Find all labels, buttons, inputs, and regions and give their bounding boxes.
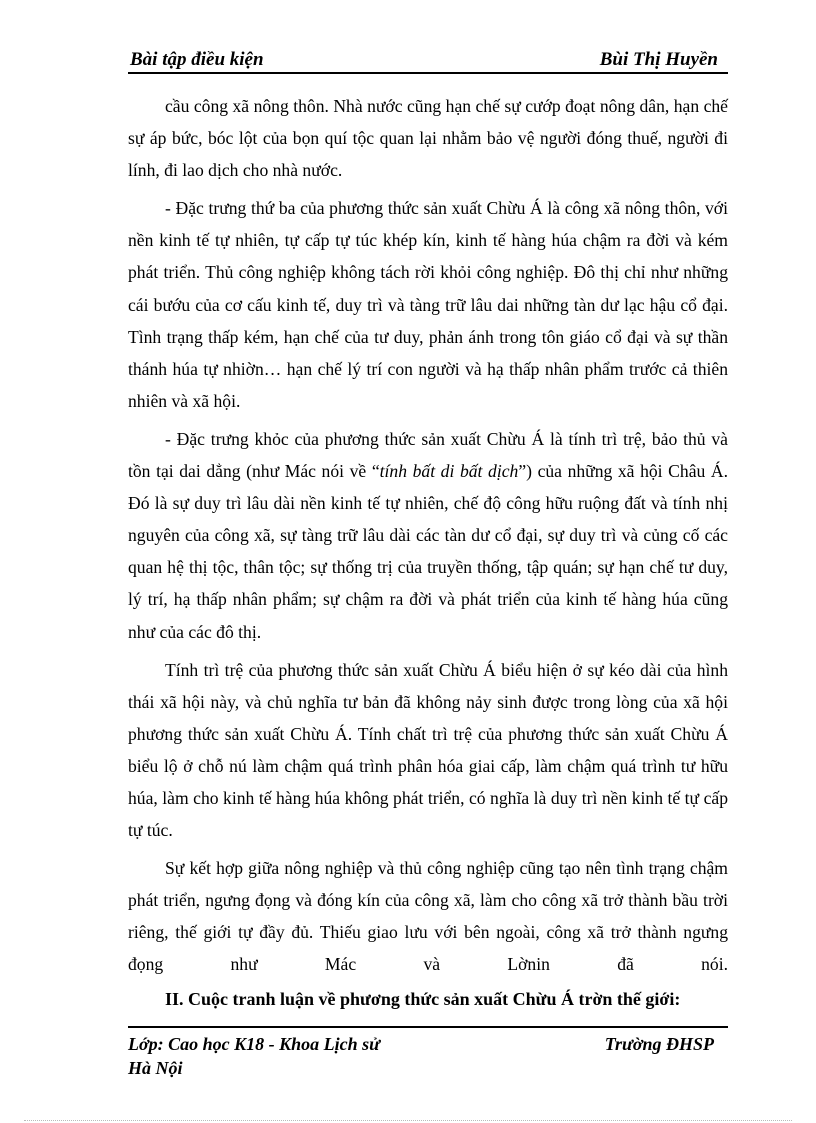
header-author: Bùi Thị Huyền (599, 49, 718, 70)
paragraph-3 (128, 423, 728, 648)
paragraph-4: Tính trì trệ của phương thức sản xuất Chừu Á biểu hiện ở sự kéo dài của hình thái xã hội này, và chủ nghĩa tư bản đã không nảy sinh được trong lòng của xã hội phương thức sản xuất Chừu Á. Tính chất trì trệ của phương thức sản xuất Chừu Á biểu lộ ở chỗ nú làm chậm quá trình phân hóa giai cấp, làm chậm quá trình tư hữu húa, làm cho kinh tế hàng húa không phát triển, có nghĩa là duy trì nền kinh tế tự cấp tự túc. (128, 659, 728, 841)
page-header (128, 48, 728, 74)
footer-city: Hà Nội (128, 1058, 183, 1078)
paragraph-2: - Đặc trưng thứ ba của phương thức sản xuất Chừu Á là công xã nông thôn, với nền kinh tế tự nhiên, tự cấp tự túc khép kín, kinh tế hàng húa chậm ra đời và kém phát triển. Thủ công nghiệp không tách rời khỏi công nghiệp. Đô thị chỉ như những cái bướu của cơ cấu kinh tế, duy trì và tàng trữ lâu dai những tàn dư lạc hậu cổ đại. Tình trạng thấp kém, hạn chế của tư duy, phản ánh trong tôn giáo cổ đại và sự thần thánh húa tự nhiờn… hạn chế lý trí con người và hạ thấp nhân phẩm trước cả thiên nhiên và xã hội. (128, 198, 728, 411)
page-bottom-divider (24, 1120, 792, 1121)
header-title: Bài tập điều kiện (130, 49, 264, 70)
paragraph-1: cầu công xã nông thôn. Nhà nước cũng hạn chế sự cướp đoạt nông dân, hạn chế sự áp bức, bóc lột của bọn quí tộc quan lại nhằm bảo vệ người đóng thuế, người đi lính, đi lao dịch cho nhà nước. (128, 96, 728, 181)
footer-class-info: Lớp: Cao học K18 - Khoa Lịch sử (128, 1034, 380, 1054)
paragraph-3-part-a: - Đặc trưng khỏc của phương thức sản xuất Chừu Á là tính trì trệ, bảo thủ và tồn tại dai dẳng (như Mác nói về “ (128, 428, 728, 482)
document-body (128, 90, 728, 1015)
section-heading: II. Cuộc tranh luận về phương thức sản xuất Chừu Á trờn thế giới: (165, 988, 681, 1009)
paragraph-5: Sự kết hợp giữa nông nghiệp và thủ công nghiệp cũng tạo nên tình trạng chậm phát triển, ngưng đọng và đóng kín của công xã, làm cho công xã trở thành bầu trời riêng, thế giới tự đầy đủ. Thiếu giao lưu với bên ngoài, công xã trở thành ngưng đọng như Mác và Lờnin đã nói. (128, 858, 728, 975)
paragraph-3-italic-quote: tính bất di bất dịch (379, 461, 519, 482)
paragraph-3-part-b: ”) của những xã hội Châu Á. Đó là sự duy trì lâu dài nền kinh tế tự nhiên, chế độ công hữu ruộng đất và tính nhị nguyên của công xã, sự tàng trữ lâu dài các tàn dư cổ đại, sự duy trì và củng cố các quan hệ thị tộc, thân tộc; sự thống trị của truyền thống, tập quán; sự hạn chế tư duy, lý trí, hạ thấp nhân phẩm; sự chậm ra đời và phát triển của kinh tế hàng húa cũng như của các đô thị. (128, 461, 728, 642)
footer-university: Trường ĐHSP (604, 1034, 714, 1054)
page-footer (128, 1026, 728, 1080)
